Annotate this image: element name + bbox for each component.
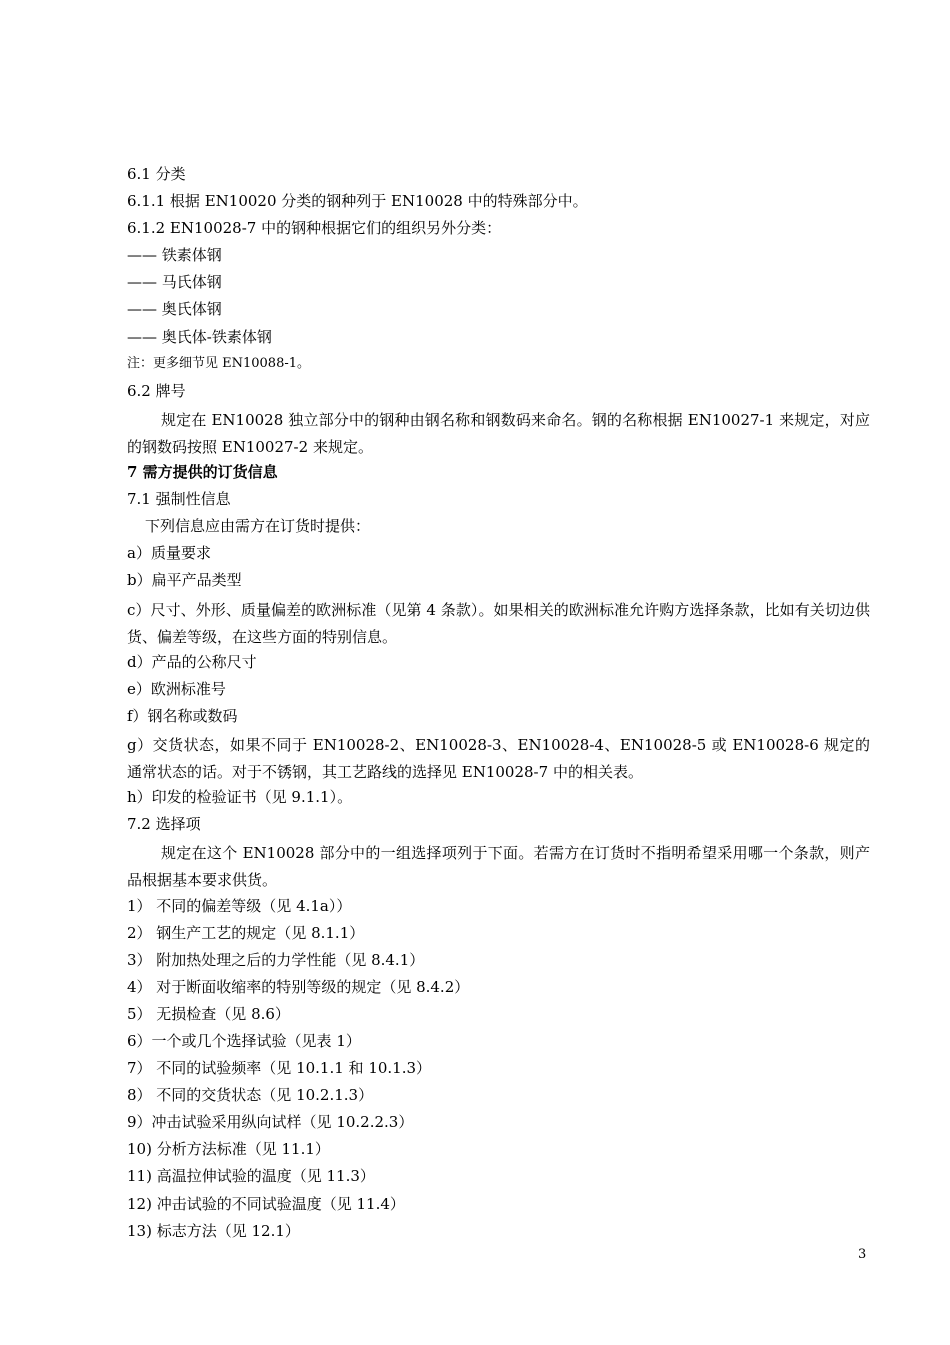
list-item-ferritic: —— 铁素体钢 xyxy=(127,246,222,265)
option-11: 11) 高温拉伸试验的温度（见 11.3） xyxy=(127,1167,375,1186)
list-item-c: c）尺寸、外形、质量偏差的欧洲标准（见第 4 条款）。如果相关的欧洲标准允许购方选择条款，比如有关切边供货、偏差等级，在这些方面的特别信息。 xyxy=(127,600,870,646)
option-5: 5） 无损检查（见 8.6） xyxy=(127,1004,290,1023)
option-8: 8） 不同的交货状态（见 10.2.1.3） xyxy=(127,1086,374,1105)
heading-6-2: 6.2 牌号 xyxy=(127,381,186,400)
option-3: 3） 附加热处理之后的力学性能（见 8.4.1） xyxy=(127,950,425,969)
option-4: 4） 对于断面收缩率的特别等级的规定（见 8.4.2） xyxy=(127,977,470,996)
list-item-d: d）产品的公称尺寸 xyxy=(127,652,257,671)
option-10: 10) 分析方法标准（见 11.1） xyxy=(127,1140,330,1159)
document-body xyxy=(127,163,870,1247)
note: 注：更多细节见 EN10088-1。 xyxy=(127,355,311,371)
list-item-f: f）钢名称或数码 xyxy=(127,706,238,725)
list-item-austenitic: —— 奥氏体钢 xyxy=(127,300,222,319)
designation-paragraph: 规定在 EN10028 独立部分中的钢种由钢名称和钢数码来命名。钢的名称根据 EN10027-1 来规定，对应的钢数码按照 EN10027-2 来规定。 xyxy=(127,410,870,456)
clause-6-1-2: 6.1.2 EN10028-7 中的钢种根据它们的组织另外分类： xyxy=(127,219,502,238)
heading-6-1: 6.1 分类 xyxy=(127,165,186,183)
heading-7-1: 7.1 强制性信息 xyxy=(127,490,231,509)
list-item-martensitic: —— 马氏体钢 xyxy=(127,273,222,292)
list-item-a: a）质量要求 xyxy=(127,544,211,563)
clause-6-1-1: 6.1.1 根据 EN10020 分类的钢种列于 EN10028 中的特殊部分中。 xyxy=(127,192,588,211)
option-7: 7） 不同的试验频率（见 10.1.1 和 10.1.3） xyxy=(127,1059,432,1078)
page-number: 3 xyxy=(858,1247,867,1262)
list-item-austenitic-ferritic: —— 奥氏体-铁素体钢 xyxy=(127,327,272,346)
heading-7: 7 需方提供的订货信息 xyxy=(127,463,278,482)
option-1: 1） 不同的偏差等级（见 4.1a）） xyxy=(127,896,352,915)
heading-7-2: 7.2 选择项 xyxy=(127,815,201,834)
option-12: 12) 冲击试验的不同试验温度（见 11.4） xyxy=(127,1194,405,1213)
options-paragraph: 规定在这个 EN10028 部分中的一组选择项列于下面。若需方在订货时不指明希望采用哪一个条款，则产品根据基本要求供货。 xyxy=(127,844,870,890)
list-item-g: g）交货状态，如果不同于 EN10028-2、EN10028-3、EN10028-4、EN10028-5 或 EN10028-6 规定的通常状态的话。对于不锈钢，其工艺路线的选择见 EN10028-7 中的相关表。 xyxy=(127,735,870,782)
list-item-h: h）印发的检验证书（见 9.1.1）。 xyxy=(127,788,353,807)
list-item-b: b）扁平产品类型 xyxy=(127,571,242,590)
option-6: 6）一个或几个选择试验（见表 1） xyxy=(127,1032,361,1050)
mandatory-intro: 下列信息应由需方在订货时提供： xyxy=(145,517,371,536)
list-item-e: e）欧洲标准号 xyxy=(127,679,226,698)
option-13: 13) 标志方法（见 12.1） xyxy=(127,1221,300,1240)
option-2: 2） 钢生产工艺的规定（见 8.1.1） xyxy=(127,923,365,942)
option-9: 9）冲击试验采用纵向试样（见 10.2.2.3） xyxy=(127,1113,414,1132)
